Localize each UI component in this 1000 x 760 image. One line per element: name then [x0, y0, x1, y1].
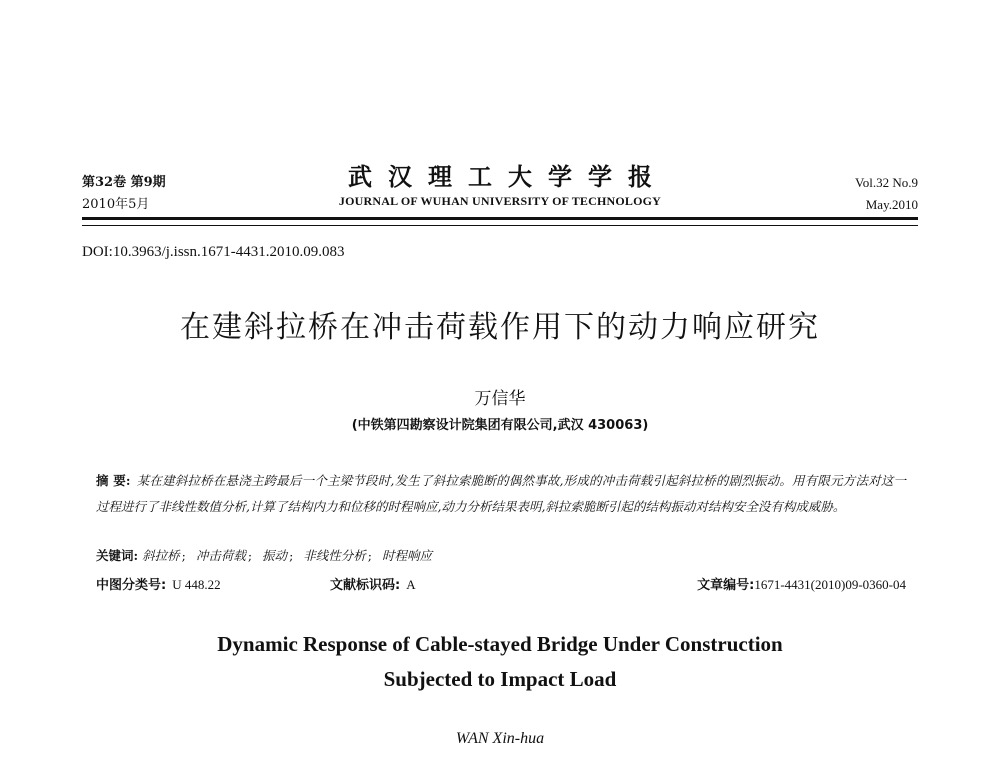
header-rule-thick	[82, 217, 918, 220]
article-number	[697, 574, 906, 593]
journal-masthead	[300, 162, 700, 209]
document-code-value: A	[406, 577, 416, 592]
paper-title-cn: 在建斜拉桥在冲击荷载作用下的动力响应研究	[180, 310, 820, 345]
keyword: 非线性分析	[303, 548, 366, 563]
doi: DOI:10.3963/j.issn.1671-4431.2010.09.083	[82, 244, 345, 260]
journal-issue-info	[82, 172, 166, 216]
abstract-text: 某在建斜拉桥在悬浇主跨最后一个主梁节段时,发生了斜拉索脆断的偶然事故,形成的冲击荷载引起斜拉桥的剧烈振动。用有限元方法对这一过程进行了非线性数值分析,计算了结构内力和位移的时程响应,动力分析结果表明,斜拉索脆断引起的结构振动对结构安全没有构成威胁。	[96, 473, 907, 514]
clc-number	[96, 574, 221, 593]
keywords	[96, 546, 432, 564]
journal-name-en: JOURNAL OF WUHAN UNIVERSITY OF TECHNOLOGY	[338, 194, 662, 208]
clc-value: U 448.22	[172, 577, 221, 592]
volume-issue: 第32卷 第9期	[82, 175, 166, 190]
volume-number-en: Vol.32 No.9	[855, 175, 918, 190]
journal-name-cn: 武汉理工大学学报	[348, 162, 668, 191]
publication-date-en: May.2010	[865, 197, 918, 212]
document-code-label: 文献标识码:	[330, 578, 401, 593]
article-number-value: 1671-4431(2010)09-0360-04	[754, 577, 906, 592]
clc-label: 中图分类号:	[96, 578, 167, 593]
abstract	[96, 468, 906, 520]
keyword: 振动	[262, 548, 288, 563]
affiliation-cn: (中铁第四勘察设计院集团有限公司,武汉 430063)	[351, 418, 649, 433]
journal-volume-en	[855, 172, 918, 216]
paper-title-en-line2: Subjected to Impact Load	[383, 667, 617, 691]
article-number-label: 文章编号:	[697, 578, 755, 593]
keyword: 冲击荷载	[195, 548, 246, 563]
document-code	[330, 574, 416, 593]
publication-date-cn: 2010年5月	[82, 197, 150, 212]
keyword: 斜拉桥	[142, 548, 180, 563]
keyword-separator: ;	[181, 548, 186, 563]
author-en: WAN Xin-hua	[455, 730, 545, 747]
keyword-separator: ;	[367, 548, 372, 563]
header-rule-thin	[82, 225, 918, 226]
keyword-separator: ;	[289, 548, 294, 563]
keywords-label: 关键词:	[96, 548, 139, 563]
keyword: 时程响应	[381, 548, 432, 563]
paper-title-en-line1: Dynamic Response of Cable-stayed Bridge Under Construction	[217, 632, 783, 656]
paper-title-en	[82, 627, 918, 697]
author-cn: 万信华	[474, 389, 526, 409]
keyword-separator: ;	[247, 548, 253, 563]
abstract-label: 摘 要:	[96, 473, 131, 488]
